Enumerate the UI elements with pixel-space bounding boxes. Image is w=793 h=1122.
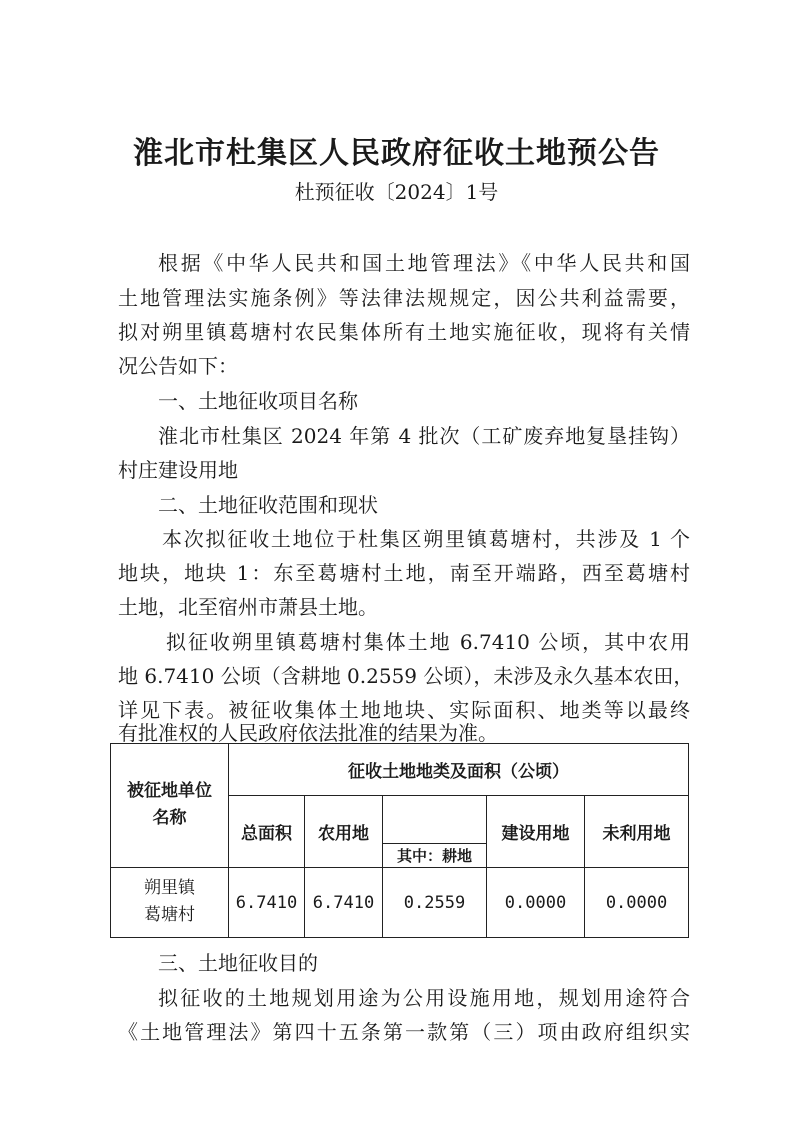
total-area-header: 总面积 [229,796,305,868]
unit-name-cell [111,868,229,938]
page-title: 淮北市杜集区人民政府征收土地预公告 [133,136,660,171]
section-heading: 二、土地征收范围和现状 [158,493,378,517]
section-line: 详见下表。被征收集体土地地块、实际面积、地类等以最终 [118,698,690,722]
intro-line: 土地管理法实施条例》等法律法规规定，因公共利益需要， [118,286,690,310]
section-line: 淮北市杜集区 2024 年第 4 批次（工矿废弃地复垦挂钩） [158,424,690,448]
intro-line: 根据《中华人民共和国土地管理法》《中华人民共和国 [158,251,690,275]
area-group-header: 征收土地地类及面积（公顷） [229,744,689,796]
section-line: 拟征收的土地规划用途为公用设施用地，规划用途符合 [158,986,690,1010]
unit-name-line: 葛塘村 [144,905,195,925]
section-line: 拟征收朔里镇葛塘村集体土地 6.7410 公顷，其中农用 [166,630,690,654]
section-line: 地 6.7410 公顷（含耕地 0.2559 公顷），未涉及永久基本农田， [118,664,694,688]
section-line: 地块，地块 1：东至葛塘村土地，南至开端路，西至葛塘村 [118,561,690,585]
unit-name-header-line: 被征地单位 [127,781,212,801]
total-area-cell: 6.7410 [229,868,305,938]
section-line: 本次拟征收土地位于杜集区朔里镇葛塘村，共涉及 1 个 [162,527,690,551]
table-row [111,868,689,938]
unit-name-header [111,744,229,868]
section-line: 土地，北至宿州市萧县土地。 [118,595,378,619]
section-heading: 一、土地征收项目名称 [158,389,358,413]
document-number: 杜预征收〔2024〕1号 [294,180,499,204]
unit-name-header-line: 名称 [152,808,187,828]
empty-header-cell [383,796,487,844]
agri-land-cell: 6.7410 [305,868,383,938]
section-line: 《土地管理法》第四十五条第一款第（三）项由政府组织实 [118,1020,690,1044]
agri-land-header: 农用地 [305,796,383,868]
arable-land-cell: 0.2559 [383,868,487,938]
unused-land-cell: 0.0000 [585,868,689,938]
construction-land-cell: 0.0000 [487,868,585,938]
section-heading: 三、土地征收目的 [158,951,318,975]
intro-line: 况公告如下： [118,354,238,378]
unit-name-line: 朔里镇 [144,878,195,898]
section-line: 有批准权的人民政府依法批准的结果为准。 [118,721,498,745]
intro-line: 拟对朔里镇葛塘村农民集体所有土地实施征收，现将有关情 [118,320,690,344]
construction-land-header: 建设用地 [487,796,585,868]
unused-land-header: 未利用地 [585,796,689,868]
land-area-table [110,743,689,938]
arable-land-header: 其中：耕地 [383,844,487,868]
section-line: 村庄建设用地 [118,458,238,482]
